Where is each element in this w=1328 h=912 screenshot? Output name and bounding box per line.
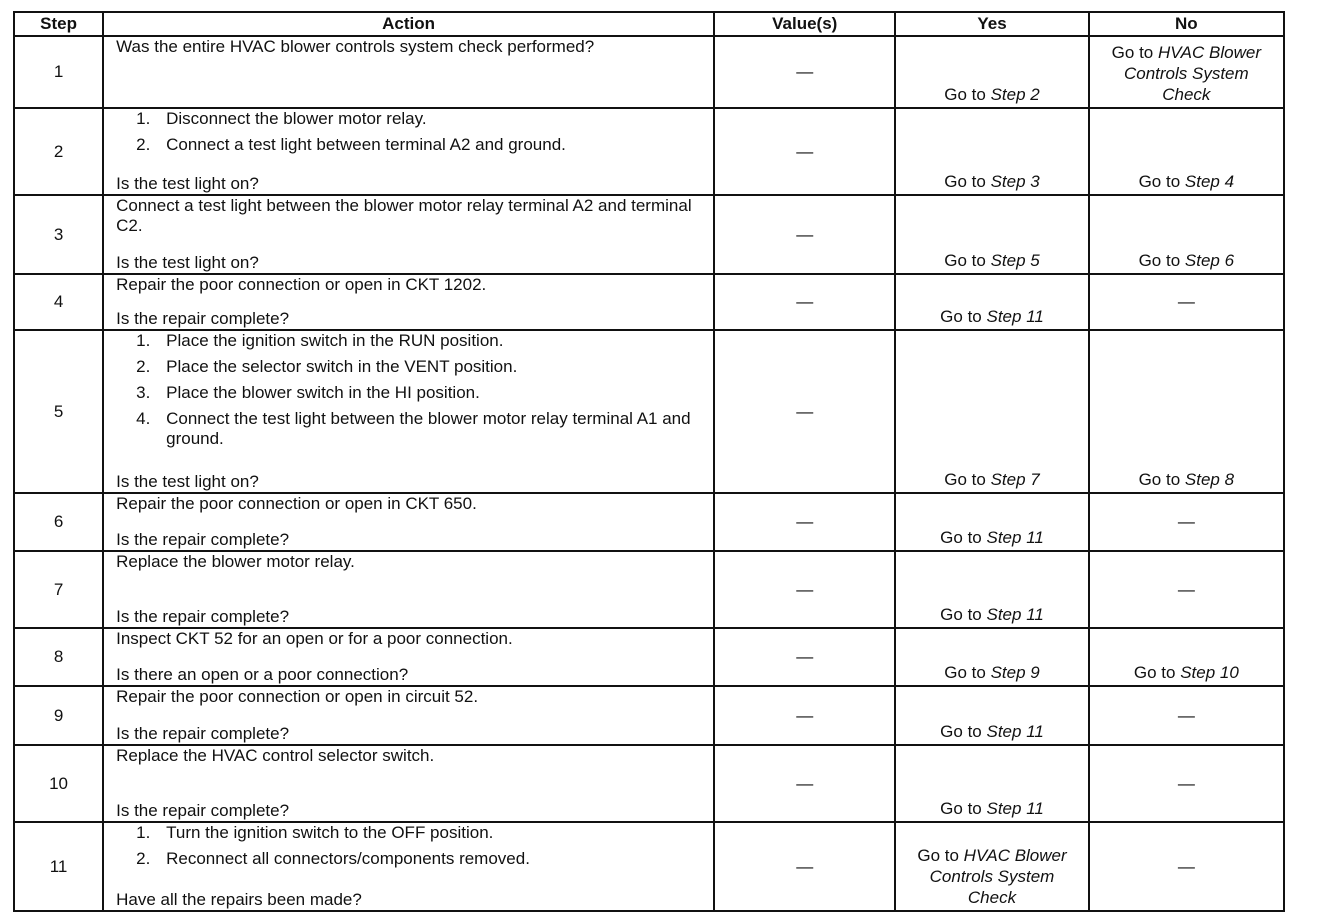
- empty-value-dash: —: [796, 647, 814, 666]
- action-top: [116, 552, 703, 572]
- goto-prefix: Go to: [1138, 470, 1181, 489]
- step-number: 4: [14, 274, 103, 330]
- action-instruction: Connect a test light between the blower motor relay terminal A2 and terminal C2.: [116, 196, 692, 235]
- table-row: [14, 686, 1284, 745]
- substep-text: Connect the test light between the blower motor relay terminal A1 and ground.: [166, 409, 691, 448]
- empty-value-dash: —: [796, 62, 814, 81]
- action-content: [116, 823, 703, 910]
- substep-list: [116, 823, 703, 869]
- table-row: [14, 330, 1284, 493]
- goto-prefix: Go to: [1111, 43, 1154, 62]
- yes-cell: [895, 745, 1088, 822]
- yes-cell: [895, 36, 1088, 108]
- action-cell: [103, 493, 714, 551]
- action-top: [116, 687, 703, 707]
- values-cell: [714, 108, 895, 195]
- goto-target: Step 5: [990, 251, 1040, 270]
- substep-item: [116, 331, 703, 351]
- action-content: [116, 196, 703, 273]
- goto-target: Step 7: [990, 470, 1040, 489]
- goto-reference: [940, 604, 1044, 625]
- empty-value-dash: —: [1177, 773, 1195, 793]
- goto-reference: [944, 250, 1039, 271]
- goto-reference: [944, 662, 1039, 683]
- goto-reference: [1139, 469, 1234, 490]
- substep-text: Place the ignition switch in the RUN position.: [166, 331, 504, 350]
- action-top: [116, 746, 703, 766]
- goto-target: Step 11: [986, 307, 1044, 326]
- no-cell: [1089, 745, 1284, 822]
- substep-number: 2.: [136, 135, 151, 154]
- values-cell: [714, 745, 895, 822]
- action-instruction: Was the entire HVAC blower controls system check performed?: [116, 37, 595, 56]
- goto-reference: [1139, 171, 1234, 192]
- action-instruction: Repair the poor connection or open in circuit 52.: [116, 687, 479, 706]
- substep-text: Turn the ignition switch to the OFF position.: [166, 823, 494, 842]
- yes-cell: [895, 551, 1088, 628]
- action-question: Is the repair complete?: [116, 801, 290, 820]
- goto-prefix: Go to: [940, 528, 982, 547]
- action-top: [116, 37, 703, 57]
- step-number: 3: [14, 195, 103, 274]
- action-question: Is there an open or a poor connection?: [116, 665, 409, 684]
- substep-number: 1.: [136, 109, 151, 128]
- action-content: [116, 746, 703, 821]
- goto-reference: [944, 171, 1039, 192]
- empty-value-dash: —: [796, 141, 814, 161]
- table-row: [14, 822, 1284, 911]
- action-question: Is the repair complete?: [116, 309, 290, 328]
- values-cell: [714, 195, 895, 274]
- goto-reference: [940, 721, 1044, 742]
- step-number: 2: [14, 108, 103, 195]
- goto-target: Step 10: [1180, 663, 1239, 682]
- table-row: [14, 745, 1284, 822]
- substep-text: Place the blower switch in the HI position.: [166, 383, 480, 402]
- goto-prefix: Go to: [944, 251, 986, 270]
- header-step: Step: [14, 12, 103, 36]
- action-top: [116, 331, 703, 455]
- action-question: Is the test light on?: [116, 174, 259, 193]
- action-cell: [103, 628, 714, 686]
- goto-target: Step 2: [990, 85, 1040, 104]
- goto-target: Step 11: [986, 528, 1044, 547]
- header-action: Action: [103, 12, 714, 36]
- goto-reference: [940, 527, 1044, 548]
- yes-cell: [895, 195, 1088, 274]
- action-question: Is the repair complete?: [116, 724, 290, 743]
- substep-item: [116, 109, 703, 129]
- yes-cell: [895, 108, 1088, 195]
- values-cell: [714, 551, 895, 628]
- substep-text: Place the selector switch in the VENT position.: [166, 357, 518, 376]
- goto-prefix: Go to: [1138, 172, 1181, 191]
- diagnostic-table: [13, 11, 1285, 912]
- substep-text: Disconnect the blower motor relay.: [166, 109, 427, 128]
- goto-target: HVAC Blower Controls System Check: [929, 846, 1067, 907]
- action-instruction: Replace the blower motor relay.: [116, 552, 355, 571]
- no-cell: [1089, 493, 1284, 551]
- values-cell: [714, 274, 895, 330]
- goto-target: Step 3: [990, 172, 1040, 191]
- goto-reference: [944, 469, 1039, 490]
- yes-cell: [895, 822, 1088, 911]
- substep-item: [116, 135, 703, 155]
- empty-value-dash: —: [1177, 579, 1195, 599]
- step-number: 6: [14, 493, 103, 551]
- action-question: Is the repair complete?: [116, 530, 290, 549]
- empty-value-dash: —: [796, 579, 814, 599]
- yes-cell: [895, 628, 1088, 686]
- action-cell: [103, 745, 714, 822]
- header-no: No: [1089, 12, 1284, 36]
- goto-prefix: Go to: [940, 799, 982, 818]
- no-cell: [1089, 195, 1284, 274]
- header-values: Value(s): [714, 12, 895, 36]
- empty-value-dash: —: [796, 705, 814, 725]
- action-question: Have all the repairs been made?: [116, 890, 362, 909]
- action-content: [116, 331, 703, 492]
- action-content: [116, 109, 703, 194]
- substep-item: [116, 383, 703, 403]
- yes-cell: [895, 274, 1088, 330]
- goto-target: Step 9: [990, 663, 1040, 682]
- goto-prefix: Go to: [940, 722, 982, 741]
- substep-number: 4.: [136, 409, 151, 428]
- empty-value-dash: —: [796, 856, 814, 876]
- substep-number: 3.: [136, 383, 151, 402]
- goto-prefix: Go to: [940, 307, 982, 326]
- action-top: [116, 275, 703, 295]
- values-cell: [714, 493, 895, 551]
- values-cell: [714, 36, 895, 108]
- values-cell: [714, 330, 895, 493]
- goto-target: Step 11: [986, 722, 1044, 741]
- header-yes: Yes: [895, 12, 1088, 36]
- action-question: Is the test light on?: [116, 253, 259, 272]
- empty-value-dash: —: [1177, 292, 1195, 311]
- empty-value-dash: —: [796, 224, 814, 244]
- empty-value-dash: —: [1177, 856, 1195, 876]
- substep-item: [116, 823, 703, 843]
- action-cell: [103, 330, 714, 493]
- action-top: [116, 629, 703, 649]
- action-cell: [103, 274, 714, 330]
- values-cell: [714, 822, 895, 911]
- action-question: Is the repair complete?: [116, 607, 290, 626]
- action-question: Is the test light on?: [116, 472, 259, 491]
- substep-list: [116, 331, 703, 449]
- action-cell: [103, 551, 714, 628]
- goto-reference: [940, 306, 1044, 327]
- header-row: [14, 12, 1284, 36]
- goto-reference: [940, 798, 1044, 819]
- action-top: [116, 109, 703, 161]
- substep-list: [116, 109, 703, 155]
- action-content: [116, 275, 703, 329]
- substep-number: 2.: [136, 357, 151, 376]
- goto-target: Step 8: [1184, 470, 1235, 489]
- substep-number: 1.: [136, 823, 151, 842]
- action-content: [116, 494, 703, 550]
- action-instruction: Replace the HVAC control selector switch.: [116, 746, 435, 765]
- yes-cell: [895, 330, 1088, 493]
- goto-target: Step 11: [986, 799, 1044, 818]
- step-number: 11: [14, 822, 103, 911]
- goto-target: HVAC Blower Controls System Check: [1123, 43, 1261, 104]
- goto-target: Step 11: [986, 605, 1044, 624]
- action-instruction: Repair the poor connection or open in CKT 1202.: [116, 275, 487, 294]
- action-instruction: Inspect CKT 52 for an open or for a poor connection.: [116, 629, 513, 648]
- goto-prefix: Go to: [944, 172, 986, 191]
- step-number: 10: [14, 745, 103, 822]
- goto-reference: [1111, 42, 1261, 105]
- step-number: 7: [14, 551, 103, 628]
- goto-reference: [1139, 250, 1234, 271]
- empty-value-dash: —: [1177, 512, 1195, 531]
- step-number: 1: [14, 36, 103, 108]
- goto-prefix: Go to: [917, 846, 959, 865]
- step-number: 9: [14, 686, 103, 745]
- empty-value-dash: —: [796, 401, 814, 421]
- no-cell: [1089, 551, 1284, 628]
- table-body: [14, 36, 1284, 911]
- goto-prefix: Go to: [944, 663, 986, 682]
- action-top: [116, 196, 703, 236]
- substep-text: Connect a test light between terminal A2 and ground.: [166, 135, 566, 154]
- goto-prefix: Go to: [1133, 663, 1176, 682]
- goto-target: Step 6: [1184, 251, 1235, 270]
- table-row: [14, 195, 1284, 274]
- no-cell: [1089, 686, 1284, 745]
- yes-cell: [895, 493, 1088, 551]
- table-row: [14, 628, 1284, 686]
- substep-item: [116, 849, 703, 869]
- goto-prefix: Go to: [944, 85, 986, 104]
- goto-reference: [944, 84, 1039, 105]
- substep-item: [116, 409, 703, 449]
- yes-cell: [895, 686, 1088, 745]
- table-row: [14, 551, 1284, 628]
- empty-value-dash: —: [796, 773, 814, 793]
- substep-text: Reconnect all connectors/components removed.: [166, 849, 530, 868]
- no-cell: [1089, 274, 1284, 330]
- table-row: [14, 493, 1284, 551]
- no-cell: [1089, 822, 1284, 911]
- goto-reference: [917, 845, 1067, 908]
- goto-target: Step 4: [1184, 172, 1235, 191]
- empty-value-dash: —: [1177, 705, 1195, 725]
- substep-number: 2.: [136, 849, 151, 868]
- action-content: [116, 687, 703, 744]
- action-top: [116, 823, 703, 875]
- action-content: [116, 37, 703, 107]
- action-cell: [103, 36, 714, 108]
- values-cell: [714, 628, 895, 686]
- goto-reference: [1134, 662, 1239, 683]
- action-cell: [103, 686, 714, 745]
- no-cell: [1089, 36, 1284, 108]
- substep-item: [116, 357, 703, 377]
- step-number: 8: [14, 628, 103, 686]
- action-top: [116, 494, 703, 514]
- action-content: [116, 629, 703, 685]
- action-cell: [103, 822, 714, 911]
- action-instruction: Repair the poor connection or open in CKT 650.: [116, 494, 477, 513]
- empty-value-dash: —: [796, 292, 814, 311]
- table-row: [14, 36, 1284, 108]
- no-cell: [1089, 108, 1284, 195]
- action-cell: [103, 108, 714, 195]
- goto-prefix: Go to: [1138, 251, 1181, 270]
- values-cell: [714, 686, 895, 745]
- table-row: [14, 274, 1284, 330]
- no-cell: [1089, 628, 1284, 686]
- goto-prefix: Go to: [940, 605, 982, 624]
- table-row: [14, 108, 1284, 195]
- action-cell: [103, 195, 714, 274]
- no-cell: [1089, 330, 1284, 493]
- substep-number: 1.: [136, 331, 151, 350]
- action-content: [116, 552, 703, 627]
- goto-prefix: Go to: [944, 470, 986, 489]
- empty-value-dash: —: [796, 512, 814, 531]
- step-number: 5: [14, 330, 103, 493]
